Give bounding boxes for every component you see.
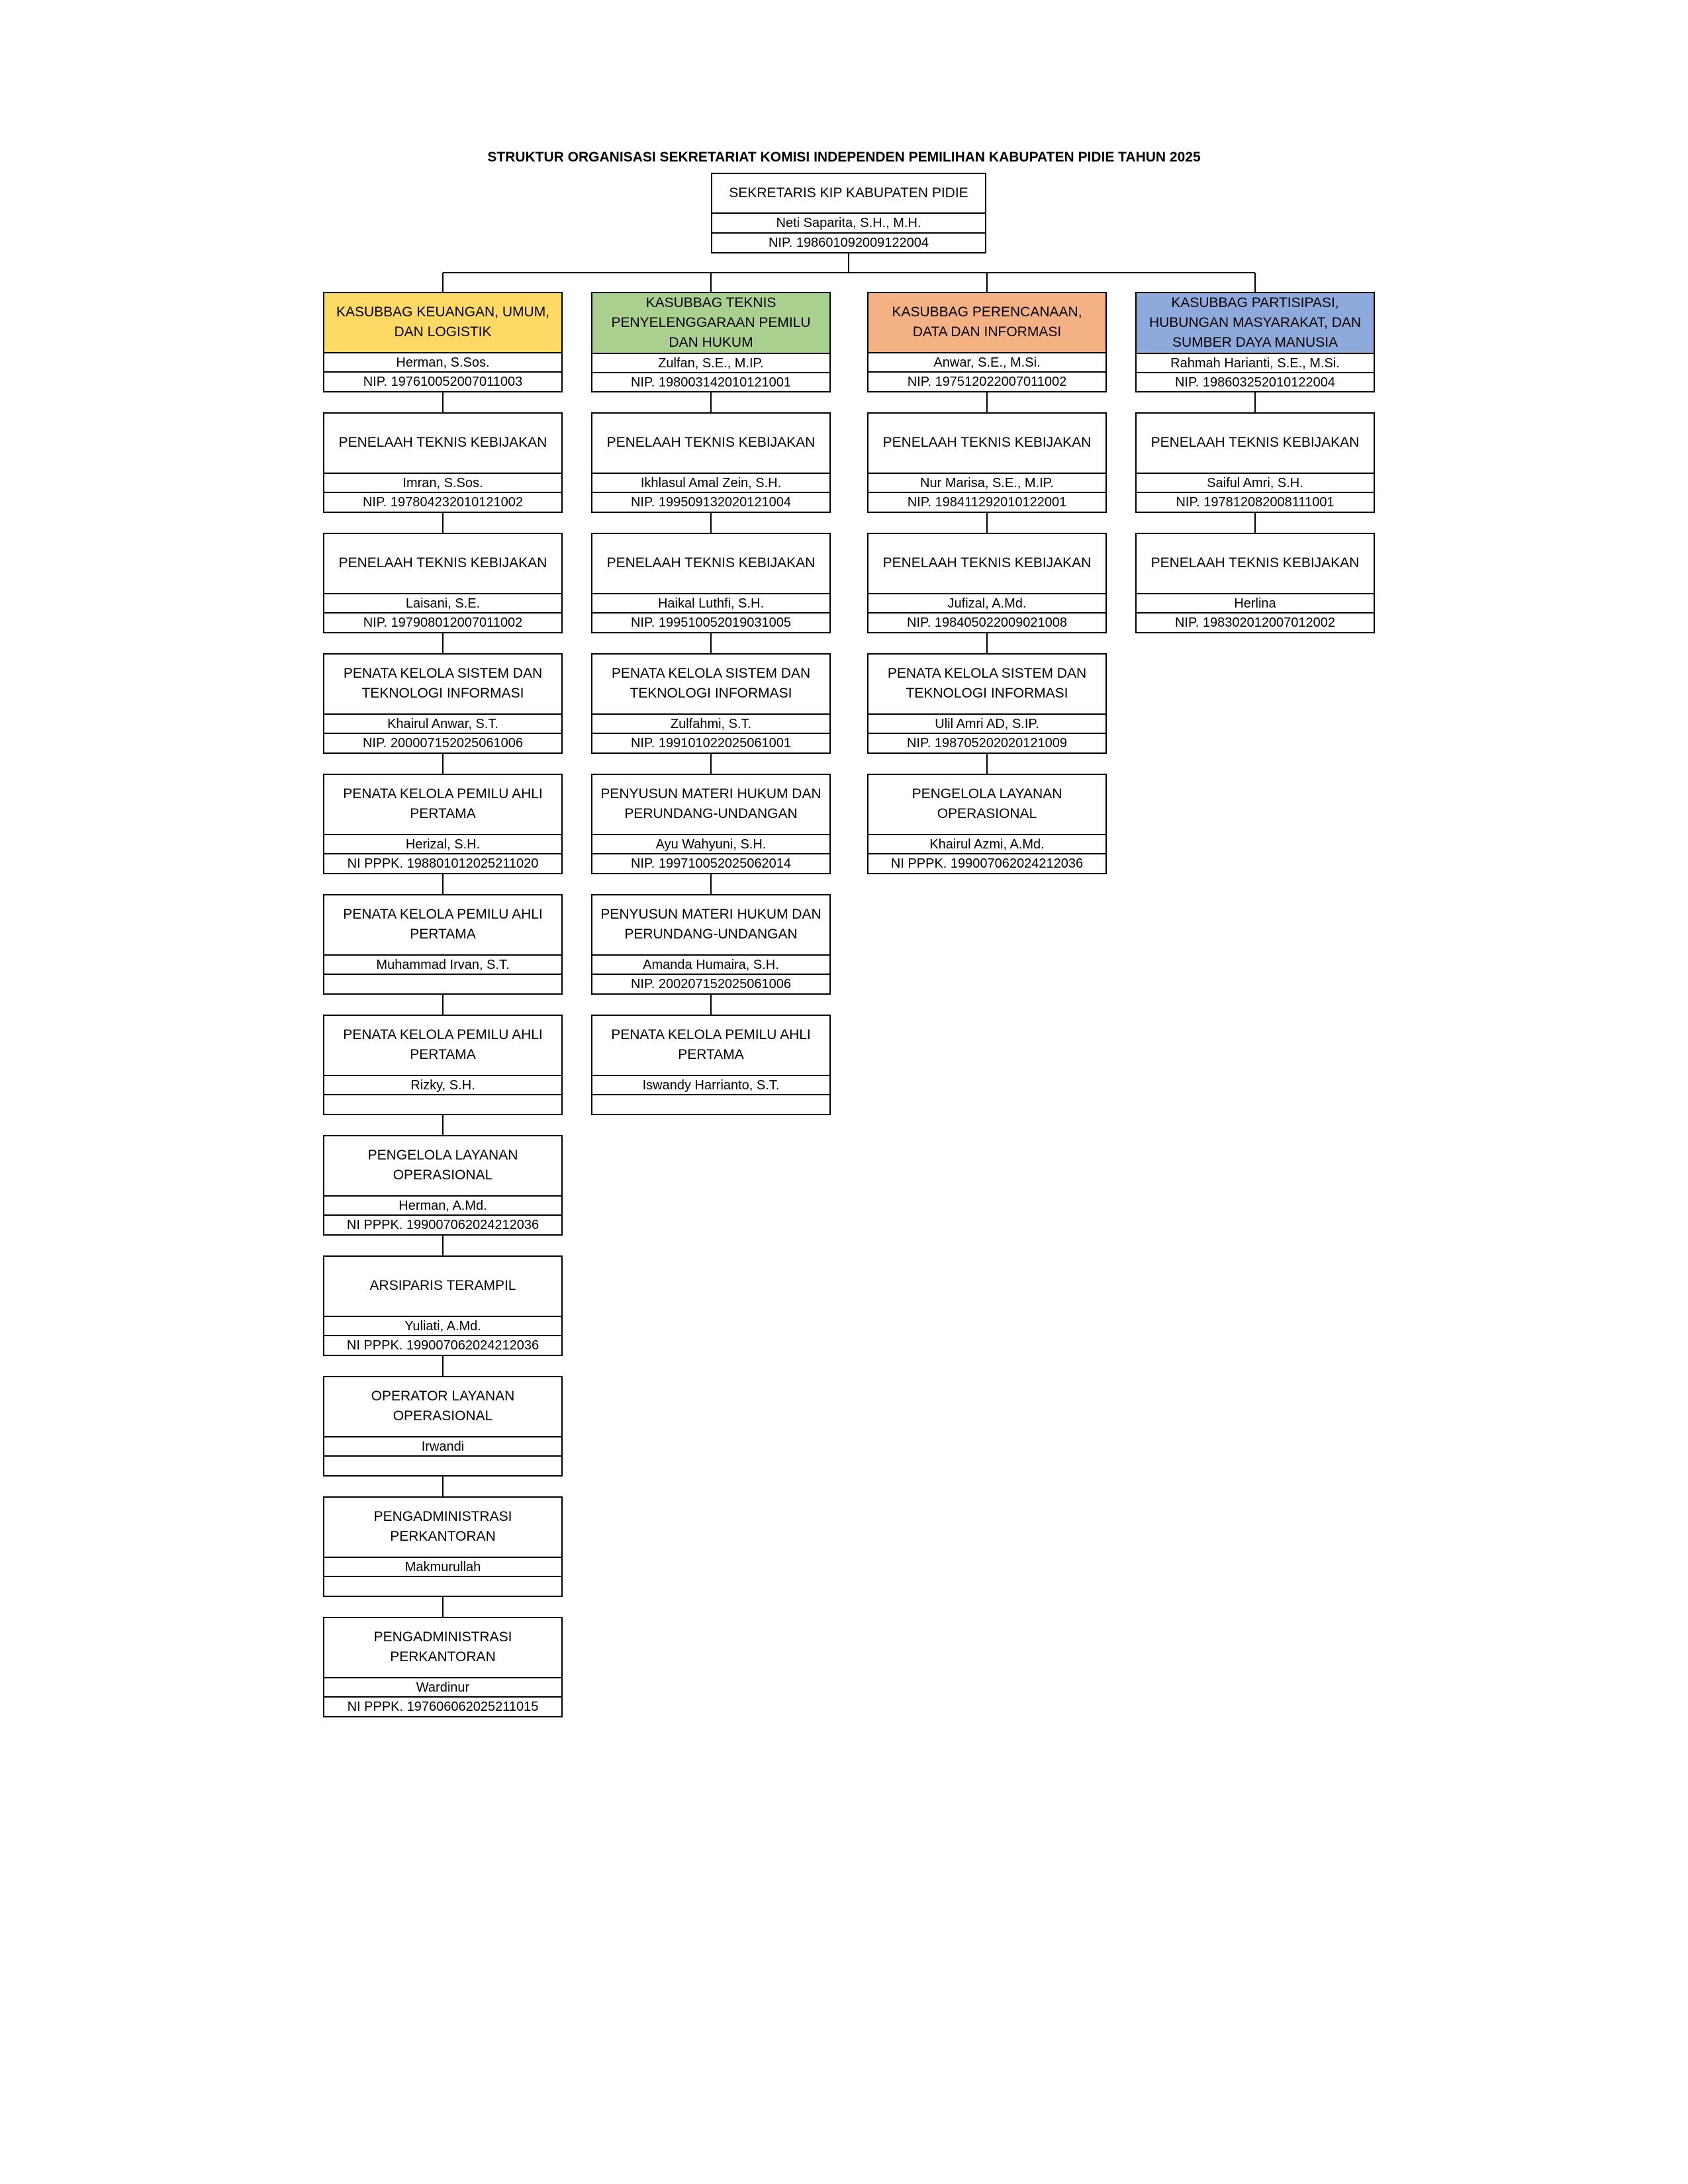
staff-name: Herlina	[1137, 593, 1374, 613]
section-nip: NIP. 198003142010121001	[592, 372, 829, 391]
staff-nip: NIP. 199509132020121004	[592, 492, 829, 512]
staff-name: Irwandi	[324, 1436, 561, 1456]
staff-nip: NIP. 199710052025062014	[592, 853, 829, 873]
staff-position: PENYUSUN MATERI HUKUM DAN PERUNDANG-UNDANGAN	[600, 786, 821, 822]
staff-position: PENATA KELOLA PEMILU AHLI PERTAMA	[343, 786, 543, 822]
staff-box	[1135, 412, 1375, 513]
staff-box	[323, 412, 563, 513]
staff-box	[323, 1617, 563, 1717]
staff-name: Rizky, S.H.	[324, 1075, 561, 1095]
staff-nip: NIP. 200207152025061006	[592, 974, 829, 993]
staff-nip: NIP. 197908012007011002	[324, 612, 561, 632]
staff-name: Herman, A.Md.	[324, 1195, 561, 1215]
staff-box	[867, 533, 1107, 633]
staff-position: PENGELOLA LAYANAN OPERASIONAL	[912, 786, 1062, 822]
section-box	[1135, 292, 1375, 392]
staff-name: Khairul Azmi, A.Md.	[868, 834, 1105, 854]
staff-nip: NIP. 197812082008111001	[1137, 492, 1374, 512]
staff-position: PENATA KELOLA PEMILU AHLI PERTAMA	[343, 1027, 543, 1063]
staff-name: Ikhlasul Amal Zein, S.H.	[592, 473, 829, 492]
staff-name: Haikal Luthfi, S.H.	[592, 593, 829, 613]
staff-box	[1135, 533, 1375, 633]
secretary-box	[711, 173, 986, 253]
staff-nip: NIP. 200007152025061006	[324, 733, 561, 752]
staff-position: ARSIPARIS TERAMPIL	[369, 1278, 516, 1294]
staff-position: PENGADMINISTRASI PERKANTORAN	[373, 1509, 512, 1545]
section-name: Herman, S.Sos.	[324, 352, 561, 372]
staff-box	[867, 774, 1107, 874]
staff-box	[323, 1015, 563, 1115]
staff-box	[323, 1376, 563, 1477]
staff-nip: NIP. 197804232010121002	[324, 492, 561, 512]
section-name: Zulfan, S.E., M.IP.	[592, 353, 829, 372]
section-box	[591, 292, 831, 392]
staff-position: PENATA KELOLA PEMILU AHLI PERTAMA	[611, 1027, 811, 1063]
staff-nip: NI PPPK. 199007062024212036	[324, 1335, 561, 1355]
secretary-name: Neti Saparita, S.H., M.H.	[712, 212, 985, 232]
staff-box	[867, 653, 1107, 754]
staff-name: Amanda Humaira, S.H.	[592, 954, 829, 974]
section-name: Anwar, S.E., M.Si.	[868, 352, 1105, 372]
staff-position: PENELAAH TEKNIS KEBIJAKAN	[882, 435, 1092, 451]
section-nip: NIP. 197610052007011003	[324, 371, 561, 391]
staff-nip: NIP. 198405022009021008	[868, 612, 1105, 632]
staff-box	[591, 653, 831, 754]
staff-nip: NIP. 198705202020121009	[868, 733, 1105, 752]
staff-position: PENATA KELOLA SISTEM DAN TEKNOLOGI INFORMASI	[343, 666, 543, 702]
staff-position: PENATA KELOLA SISTEM DAN TEKNOLOGI INFORMASI	[611, 666, 811, 702]
staff-nip: NI PPPK. 197606062025211015	[324, 1696, 561, 1716]
secretary-title: SEKRETARIS KIP KABUPATEN PIDIE	[729, 185, 968, 201]
section-box	[867, 292, 1107, 392]
staff-name: Khairul Anwar, S.T.	[324, 713, 561, 733]
staff-name: Ulil Amri AD, S.IP.	[868, 713, 1105, 733]
staff-nip	[324, 1094, 561, 1114]
staff-nip	[592, 1094, 829, 1114]
chart-title: STRUKTUR ORGANISASI SEKRETARIAT KOMISI INDEPENDEN PEMILIHAN KABUPATEN PIDIE TAHUN 2025	[487, 150, 1201, 165]
staff-nip: NI PPPK. 199007062024212036	[868, 853, 1105, 873]
staff-box	[591, 894, 831, 995]
staff-position: PENGADMINISTRASI PERKANTORAN	[373, 1629, 512, 1665]
staff-box	[323, 1135, 563, 1236]
staff-box	[323, 1255, 563, 1356]
staff-box	[591, 533, 831, 633]
staff-position: PENATA KELOLA SISTEM DAN TEKNOLOGI INFORMASI	[887, 666, 1087, 702]
staff-box	[867, 412, 1107, 513]
section-title: KASUBBAG PARTISIPASI, HUBUNGAN MASYARAKAT, DAN SUMBER DAYA MANUSIA	[1137, 293, 1374, 353]
section-nip: NIP. 197512022007011002	[868, 371, 1105, 391]
staff-position: PENELAAH TEKNIS KEBIJAKAN	[606, 555, 816, 571]
staff-name: Laisani, S.E.	[324, 593, 561, 613]
staff-box	[591, 774, 831, 874]
staff-name: Ayu Wahyuni, S.H.	[592, 834, 829, 854]
staff-nip: NIP. 198302012007012002	[1137, 612, 1374, 632]
section-name: Rahmah Harianti, S.E., M.Si.	[1137, 353, 1374, 372]
staff-nip: NI PPPK. 199007062024212036	[324, 1214, 561, 1234]
staff-position: PENELAAH TEKNIS KEBIJAKAN	[1150, 435, 1360, 451]
staff-position: PENELAAH TEKNIS KEBIJAKAN	[1150, 555, 1360, 571]
staff-name: Saiful Amri, S.H.	[1137, 473, 1374, 492]
staff-nip: NIP. 199101022025061001	[592, 733, 829, 752]
section-title: KASUBBAG PERENCANAAN, DATA DAN INFORMASI	[868, 293, 1105, 352]
staff-nip	[324, 1455, 561, 1475]
staff-nip: NIP. 199510052019031005	[592, 612, 829, 632]
staff-position: PENYUSUN MATERI HUKUM DAN PERUNDANG-UNDANGAN	[600, 907, 821, 942]
staff-name: Iswandy Harrianto, S.T.	[592, 1075, 829, 1095]
staff-name: Yuliati, A.Md.	[324, 1316, 561, 1336]
staff-name: Jufizal, A.Md.	[868, 593, 1105, 613]
staff-nip	[324, 974, 561, 993]
staff-name: Imran, S.Sos.	[324, 473, 561, 492]
staff-position: PENGELOLA LAYANAN OPERASIONAL	[367, 1148, 518, 1183]
staff-name: Zulfahmi, S.T.	[592, 713, 829, 733]
staff-name: Makmurullah	[324, 1557, 561, 1576]
staff-position: PENATA KELOLA PEMILU AHLI PERTAMA	[343, 907, 543, 942]
section-nip: NIP. 198603252010122004	[1137, 372, 1374, 391]
section-title: KASUBBAG TEKNIS PENYELENGGARAAN PEMILU DAN HUKUM	[592, 293, 829, 353]
section-title: KASUBBAG KEUANGAN, UMUM, DAN LOGISTIK	[324, 293, 561, 352]
staff-box	[591, 1015, 831, 1115]
staff-nip: NI PPPK. 198801012025211020	[324, 853, 561, 873]
staff-position: PENELAAH TEKNIS KEBIJAKAN	[338, 435, 547, 451]
staff-box	[591, 412, 831, 513]
staff-box	[323, 1496, 563, 1597]
staff-nip	[324, 1576, 561, 1596]
staff-name: Muhammad Irvan, S.T.	[324, 954, 561, 974]
staff-name: Herizal, S.H.	[324, 834, 561, 854]
staff-position: OPERATOR LAYANAN OPERASIONAL	[371, 1388, 515, 1424]
staff-position: PENELAAH TEKNIS KEBIJAKAN	[606, 435, 816, 451]
secretary-nip: NIP. 198601092009122004	[712, 232, 985, 252]
staff-box	[323, 653, 563, 754]
staff-name: Nur Marisa, S.E., M.IP.	[868, 473, 1105, 492]
staff-box	[323, 894, 563, 995]
staff-position: PENELAAH TEKNIS KEBIJAKAN	[882, 555, 1092, 571]
section-box	[323, 292, 563, 392]
staff-box	[323, 533, 563, 633]
staff-box	[323, 774, 563, 874]
staff-position: PENELAAH TEKNIS KEBIJAKAN	[338, 555, 547, 571]
staff-nip: NIP. 198411292010122001	[868, 492, 1105, 512]
staff-name: Wardinur	[324, 1677, 561, 1697]
